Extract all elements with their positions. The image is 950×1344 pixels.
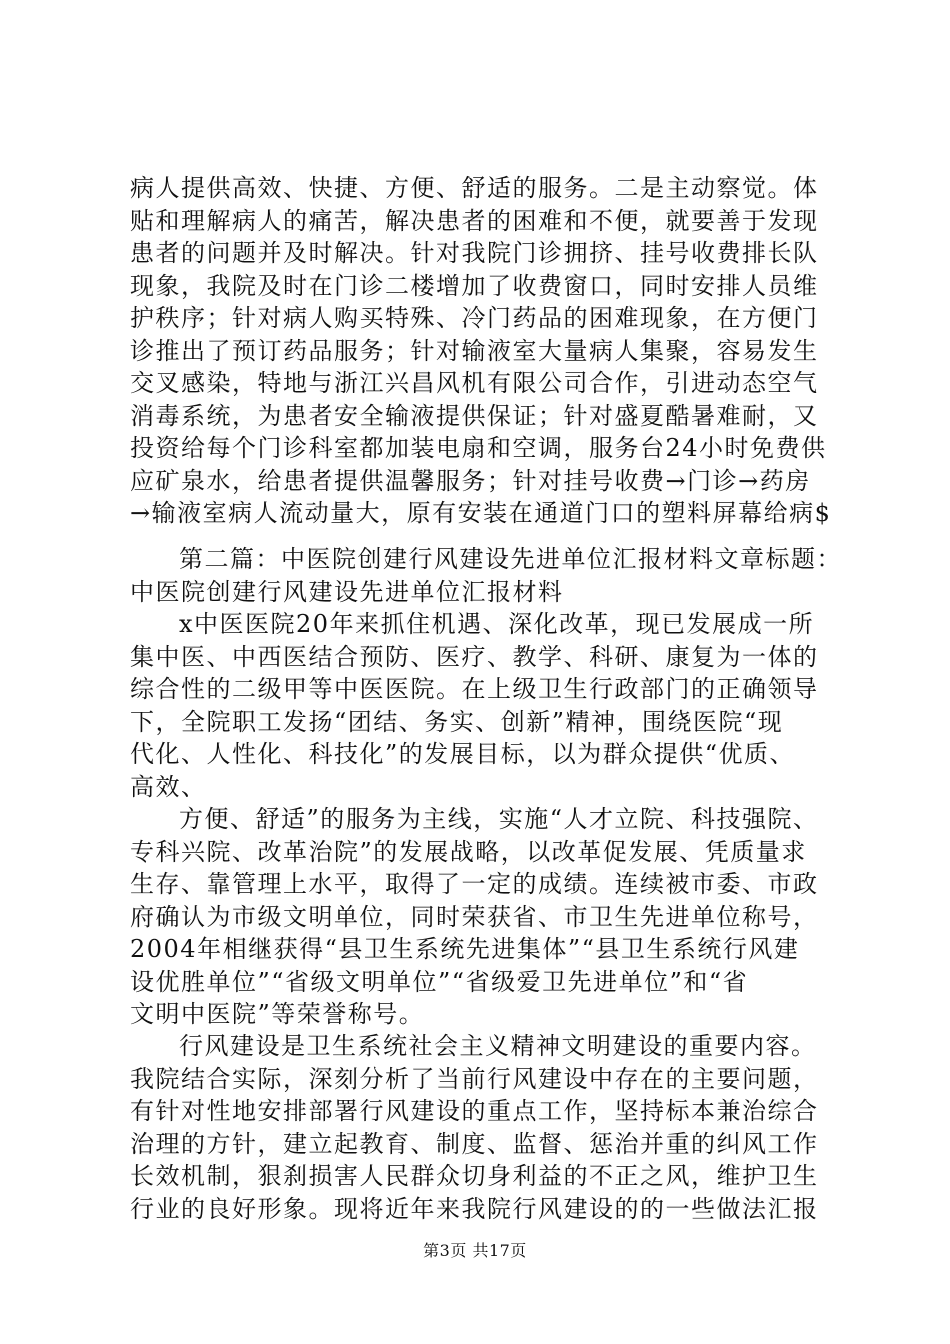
page-number-footer: 第3页 共17页: [423, 1241, 527, 1260]
text-line: 应矿泉水，给患者提供温馨服务；针对挂号收费→门诊→药房: [130, 466, 811, 495]
text-line: 高效、: [130, 772, 207, 801]
text-line: 文明中医院”等荣誉称号。: [130, 1000, 425, 1028]
text-line: 生存、靠管理上水平，取得了一定的成绩。连续被市委、市政: [130, 870, 819, 898]
text-line: 现象，我院及时在门诊二楼增加了收费窗口，同时安排人员维: [130, 271, 819, 300]
text-line: 消毒系统，为患者安全输液提供保证；针对盛夏酷暑难耐，又: [130, 401, 819, 430]
title-line: 中医院创建行风建设先进单位汇报材料: [130, 577, 564, 606]
text-line: 投资给每个门诊科室都加装电扇和空调，服务台24小时免费供: [130, 434, 827, 462]
text-line: 综合性的二级甲等中医医院。在上级卫生行政部门的正确领导: [130, 675, 819, 703]
text-line: 交叉感染，特地与浙江兴昌风机有限公司合作，引进动态空气: [130, 369, 819, 397]
text-line: 2004年相继获得“县卫生系统先进集体”“县卫生系统行风建: [130, 935, 800, 963]
title-line: 第二篇：中医院创建行风建设先进单位汇报材料文章标题：: [179, 545, 842, 573]
text-line: 代化、人性化、科技化”的发展目标，以为群众提供“优质、: [130, 740, 796, 768]
section2-paragraph-2: [130, 803, 830, 1031]
text-line: 下，全院职工发扬“团结、务实、创新”精神，围绕医院“现: [130, 707, 784, 736]
text-line: 护秩序；针对病人购买特殊、冷门药品的困难现象，在方便门: [130, 304, 819, 332]
text-line: 贴和理解病人的痛苦，解决患者的困难和不便，就要善于发现: [130, 206, 819, 235]
text-line: 有针对性地安排部署行风建设的重点工作，坚持标本兼治综合: [130, 1097, 819, 1125]
text-line: 治理的方针，建立起教育、制度、监督、惩治并重的纠风工作: [130, 1129, 819, 1158]
text-line: x中医医院20年来抓住机遇、深化改革，现已发展成一所: [179, 610, 815, 638]
text-line: 方便、舒适”的服务为主线，实施“人才立院、科技强院、: [179, 805, 819, 833]
section1-paragraph: [130, 172, 830, 530]
text-line: 设优胜单位”“省级文明单位”“省级爱卫先进单位”和“省: [130, 967, 749, 996]
text-line: 集中医、中西医结合预防、医疗、教学、科研、康复为一体的: [130, 642, 819, 671]
text-line: 行业的良好形象。现将近年来我院行风建设的的一些做法汇报: [130, 1194, 819, 1223]
text-line: 长效机制，狠刹损害人民群众切身利益的不正之风，维护卫生: [130, 1162, 819, 1190]
section2-paragraph-1: [130, 608, 830, 803]
text-line: 诊推出了预订药品服务；针对输液室大量病人集聚，容易发生: [130, 336, 819, 365]
section2-title: [130, 543, 842, 608]
text-line: 行风建设是卫生系统社会主义精神文明建设的重要内容。: [179, 1032, 817, 1060]
section2-paragraph-3: [130, 1030, 830, 1225]
text-line: 府确认为市级文明单位，同时荣获省、市卫生先进单位称号，: [130, 902, 819, 931]
text-line: 患者的问题并及时解决。针对我院门诊拥挤、挂号收费排长队: [130, 239, 819, 267]
text-line: 我院结合实际，深刻分析了当前行风建设中存在的主要问题，: [130, 1064, 819, 1093]
text-line: →输液室病人流动量大，原有安装在通道门口的塑料屏幕给病$: [130, 499, 832, 527]
text-line: 专科兴院、改革治院”的发展战略，以改革促发展、凭质量求: [130, 837, 807, 866]
text-line: 病人提供高效、快捷、方便、舒适的服务。二是主动察觉。体: [130, 174, 819, 202]
